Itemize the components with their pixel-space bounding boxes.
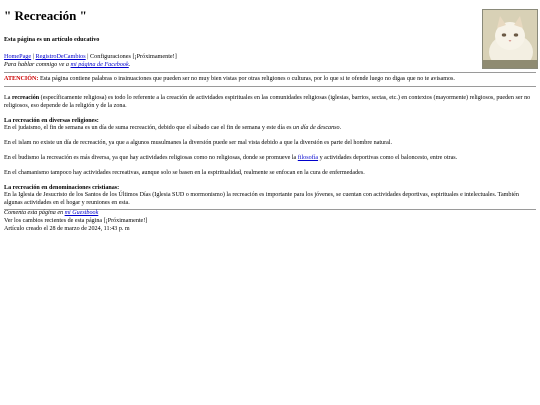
judaism-emphasis: un día de descanso [293, 125, 340, 132]
navigation-bar [4, 53, 474, 69]
kitten-image-graphic [483, 10, 537, 68]
homepage-link[interactable]: HomePage [4, 53, 32, 60]
recent-changes-note: Ver los cambios recientes de esta página [¡Próximamente!] [4, 217, 148, 224]
warning-label: ATENCIÓN: [4, 76, 39, 82]
philosophy-link[interactable]: filosofía [297, 154, 319, 161]
intro-bold-term: recreación [11, 95, 40, 101]
divider [4, 72, 536, 73]
guestbook-prefix: Comenta esta página en [4, 210, 65, 216]
section-heading-religions: La recreación en diversas religiones: [4, 117, 99, 124]
page-subtitle: Esta página es un artículo educativo [4, 36, 100, 43]
warning-message: Esta página contiene palabras o insinuaciones que pueden ser no muy bien vistas por otras religiones o culturas, por lo que si te ofende luego no digas que no te avisamos. [38, 76, 455, 82]
nav-separator: | [31, 53, 36, 60]
lds-paragraph: En la Iglesia de Jesucristo de los Santos de los Últimos Días (Iglesia SUD o mormonismo) la recreación es importante para los jóvenes, se cuentan con actividades deportivas, espirituales e intelectuales. También algunas actividades en el hogar y reuniones en esta. [4, 192, 519, 207]
article-page [4, 8, 536, 232]
facebook-note-prefix: Para hablar conmigo ve a [4, 61, 71, 68]
intro-paragraph [4, 95, 536, 111]
created-date: Artículo creado el 28 de marzo de 2024, 11:43 p. m [4, 225, 130, 232]
warning-text [4, 75, 536, 83]
changelog-link[interactable]: RegistroDeCambios [35, 53, 86, 60]
page-footer [4, 209, 536, 233]
facebook-note-suffix: . [128, 61, 131, 68]
divider [4, 86, 536, 87]
intro-rest: (específicamente religiosa) es todo lo referente a la creación de actividades espirituales en las comunidades religiosas (iglesias, barrios, sectas, etc.) en contextos (mayormente) religiosos, pueden ser no religiosos, eso depende de la religión y de la zona. [4, 95, 531, 109]
nav-separator: | [85, 53, 91, 60]
facebook-link[interactable]: mi página de Facebook [70, 61, 129, 68]
guestbook-line [4, 210, 536, 218]
islam-paragraph: En el islam no existe un día de recreación, ya que a algunos musulmanes la diversión puede ser mal vista debido a que la diversión es parte del hombre natural. [4, 140, 393, 147]
intro-prefix: La [4, 95, 12, 101]
buddhism-paragraph [4, 155, 536, 163]
judaism-end: . [339, 125, 342, 132]
section-heading-denominations: La recreación en denominaciones cristianas: [4, 184, 120, 191]
buddhism-text-b: y actividades deportivas como el baloncesto, entre otras. [318, 154, 458, 161]
guestbook-link[interactable]: mi Guestbook [64, 210, 99, 216]
judaism-text: En el judaismo, el fin de semana es un día de suma recreación, debido que el sábado cae el fin de semana y este día es [4, 125, 294, 132]
shamanism-paragraph: En el chamanismo tampoco hay actividades recreativas, aunque solo se basen en la espiritualidad, realmente se enfocan en la cura de enfermedades. [4, 169, 365, 176]
page-title: " Recreación " [4, 8, 87, 23]
buddhism-text-a: En el budismo la recreación es más diversa, ya que hay actividades religiosas como no religiosas, donde se promueve la [4, 154, 298, 161]
article-body [4, 95, 536, 215]
warning-section [4, 72, 536, 87]
judaism-paragraph [4, 125, 536, 133]
facebook-note [4, 61, 130, 68]
kitten-photo [482, 9, 538, 69]
config-label: Configuraciones [¡Próximamente!] [90, 53, 177, 60]
